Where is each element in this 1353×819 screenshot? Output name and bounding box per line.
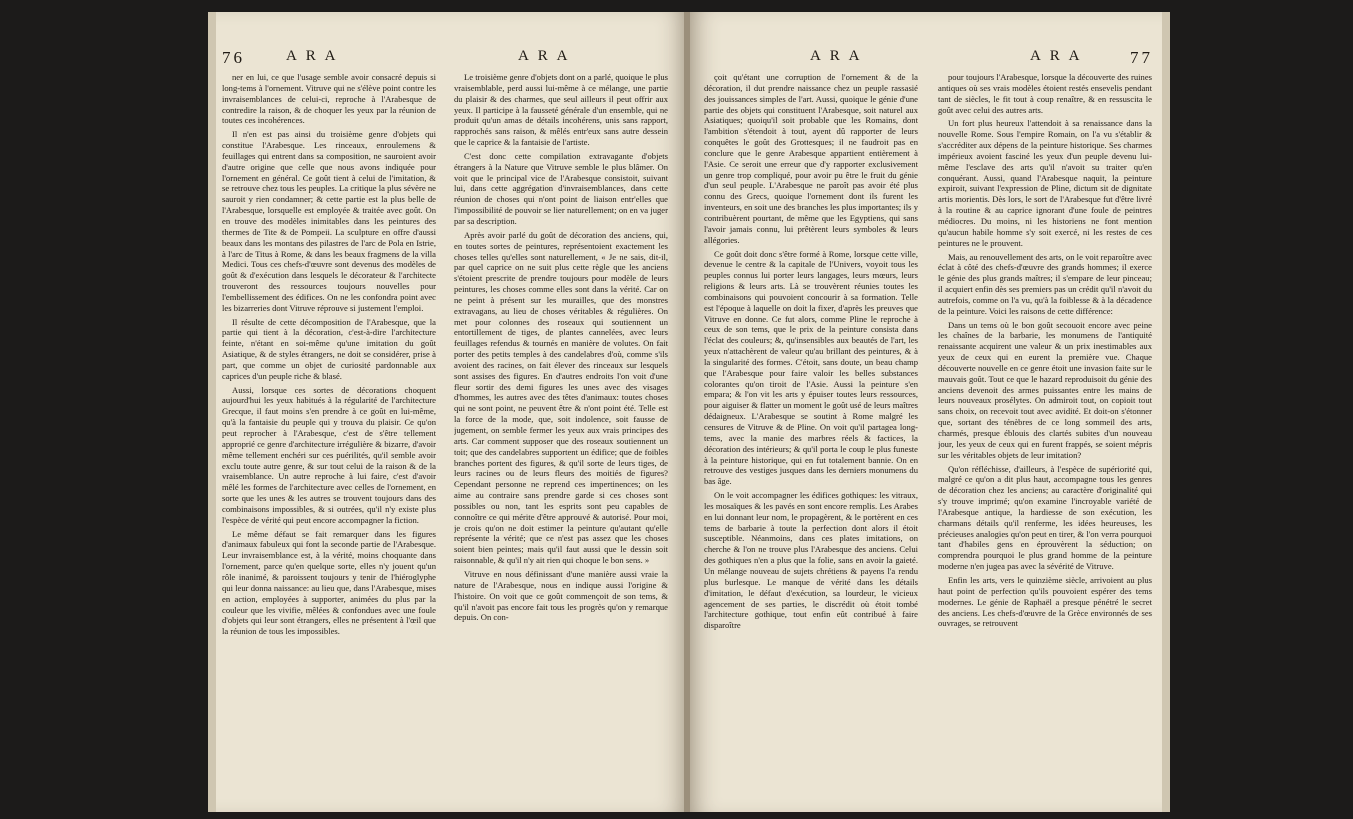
- left-running-head-1: A R A: [286, 48, 339, 64]
- paragraph: ner en lui, ce que l'usage semble avoir consacré depuis si long-tems à l'ornement. Vitruve qui ne s'élève point contre les invraisemblances de celui-ci, reproche à l'Arabesque de contredire la raison, & de choquer les yeux par la réunion de toutes ces incohérences.: [222, 72, 436, 126]
- paragraph: çoit qu'étant une corruption de l'ornement & de la décoration, il dut prendre naissance chez un peuple rassasié des jouissances simples de l'art. Aussi, quoique le génie d'une partie des objets qui constituent l'Arabesque, soit naturel aux Asiatiques; quoiqu'il soit probable que les Romains, dont l'ambition s'étendoit à tout, ayent dû rapporter de leurs conquêtes le goût des Grottesques; il ne faudroit pas en conclure que le genre Arabesque appartient entièrement à l'Asie. Ce seroit une erreur que d'y rapporter exclusivement un genre trop compliqué, pour avoir pu être le fruit du génie d'un seul peuple. L'Arabesque ne paroît pas avoir été plus connu des Grecs, quoique l'ornement dont ils furent les inventeurs, en soit une des branches les plus importantes; ils y contribuèrent pourtant, de même que les Egyptiens, qui sans l'avoir jamais connu, lui prêtèrent leurs symboles & leurs allégories.: [704, 72, 918, 245]
- left-page: [208, 12, 686, 812]
- left-column-2: [454, 72, 668, 802]
- paragraph: pour toujours l'Arabesque, lorsque la découverte des ruines antiques où ses vrais modèles étoient restés ensevelis pendant tant de siècles, le fit tout à coup renaître, & en ressuscita le goût avec celui des autres arts.: [938, 72, 1152, 115]
- paragraph: Un fort plus heureux l'attendoit à sa renaissance dans la nouvelle Rome. Sous l'empire Romain, on l'a vu s'établir & s'accréditer aux dépens de la peinture historique. Ses charmes impérieux avoient fasciné les yeux d'un peuple devenu lui-même l'esclave des arts qu'il n'avoit su traiter qu'en conquérant. Aussi, quand l'Arabesque naquit, la peinture expiroit, suivant l'expression de Pline, dictum sit de dignitate artis morientis. Dès lors, le sort de l'Arabesque fut d'être livré à la routine & au caprice ignorant d'une foule de peintres médiocres. Du moins, ni les historiens ne font mention qu'aucun habile homme s'y soit exercé, ni les restes de ces peintures ne le prouvent.: [938, 118, 1152, 248]
- left-page-number: 76: [222, 48, 245, 67]
- paragraph: Dans un tems où le bon goût secouoit encore avec peine les chaînes de la barbarie, les monumens de l'antiquité renaissante acquirent une valeur & un prix inestimables aux yeux de ceux qui en eurent la première vue. Chaque découverte nouvelle en ce genre étoit une invasion faite sur le mauvais goût. Tout ce que le hazard reproduisoit du génie des anciens devenoit des armes puissantes entre les mains de leurs nouveaux prosélytes. On admiroit tout, on copioit tout sans choix, on recevoit tout avec avidité. Et doit-on s'étonner que, sortant des ténèbres de ce long sommeil des arts, charmés, presque éblouis des clartés subites d'un nouveau jour, les yeux de ceux qui en furent frappés, se soient mépris sur les véritables objets de leur imitation?: [938, 319, 1152, 460]
- right-running-head-1: A R A: [810, 48, 863, 64]
- paragraph: Aussi, lorsque ces sortes de décorations choquent aujourd'hui les yeux habitués à la régularité de l'architecture Grecque, il faut moins s'en prendre à ce goût en lui-même, qu'à la fantaisie du peuple qui y trouva du plaisir. Ce qu'on peut reprocher à l'Arabesque, c'est de s'être tellement approprié ce genre d'architecture irrégulière & bizarre, d'avoir même tellement enchéri sur ces puérilités, qu'il semble avoir exclu toute autre genre, & sur tout celui de la raison & de la vraisemblance. Un autre reproche à lui faire, c'est d'avoir mêlé les formes de l'architecture avec celles de l'ornement, en sorte que les unes & les autres se trouvent toujours dans des combinaisons impossibles, & si outrées, qu'il n'y existe plus l'espèce de vérité qui peut encore accompagner la fiction.: [222, 384, 436, 525]
- paragraph: Il résulte de cette décomposition de l'Arabesque, que la partie qui tient à la décoration, c'est-à-dire l'architecture feinte, n'étant en soi-même qu'une imitation du goût Asiatique, & de styles étrangers, ne doit se considérer, prise à part, que comme un objet de curiosité pardonnable aux caprices d'un peuple riche & blasé.: [222, 316, 436, 381]
- paragraph: Vitruve en nous définissant d'une manière aussi vraie la nature de l'Arabesque, nous en indique aussi l'origine & l'histoire. On voit que ce goût commençoit de son tems, & qu'il n'avoit pas encore fait tous les progrès qu'on y remarque depuis. On con-: [454, 568, 668, 623]
- right-column-1: [704, 72, 918, 802]
- paragraph: Ce goût doit donc s'être formé à Rome, lorsque cette ville, devenue le centre & la capitale de l'Univers, voyoit tous les peuples connus lui porter leurs langages, leurs mœurs, leurs religions & leurs arts. Là se trouvèrent réunies toutes les combinaisons qui pouvoient concourir à sa formation. Telle est l'époque à laquelle on doit la fixer, d'après les preuves que Vitruve en donne. Ce fut alors, comme Pline le reproche à ceux de son tems, que le prix de la peinture consista dans l'éclat des couleurs; &, qu'insensibles aux beautés de l'art, les yeux n'attachèrent de valeur qu'au brillant des peintures, & à la singularité des formes. C'étoit, sans doute, un beau champ que l'Arabesque pour faire valoir les belles substances colorantes qu'on tiroit de l'Asie. Aussi la peinture s'en empara; & l'on vit les arts y épuiser toutes leurs ressources, pour aiguiser & flatter un moment le goût usé de leurs maîtres dédaigneux. L'Arabesque se soutint à Rome malgré les censures de Vitruve & de Pline. On voit qu'il partagea long-tems, avec la manie des marbres réels & factices, la décoration des intérieurs; & qu'il porta le coup le plus funeste à la peinture historique, qui en fut totalement bannie. On en retrouve des vestiges jusques dans les derniers monumens du bas âge.: [704, 248, 918, 487]
- paragraph: Le troisième genre d'objets dont on a parlé, quoique le plus vraisemblable, perd aussi lui-même à ce mélange, une partie du plaisir & des charmes, que seul ailleurs il peut offrir aux yeux. Il participe à la fausseté générale d'un ensemble, qui ne produit qu'un amas de détails incohérens, unis sans rapport, rapprochés sans raison, & mêlés entr'eux sans autre dessein que le caprice & la fantaisie de l'artiste.: [454, 72, 668, 148]
- paragraph: Il n'en est pas ainsi du troisième genre d'objets qui constitue l'Arabesque. Les rinceaux, enroulemens & feuillages qui entrent dans sa composition, ne sauroient avoir d'autre origine que celle que nous avons indiquée pour l'ornement en général. Ce goût tient à celui de l'imitation, & se retrouve chez tous les peuples. La critique la plus sévère ne sauroit y rien condamner; & cette partie est la plus belle de l'Arabesque, lorsquelle est employée & traitée avec goût. On en trouve des modèles inimitables dans les peintures des thermes de Tite & de Pompeii. La sculpture en offre d'aussi beaux dans les montans des pilastres de l'arc de Pola en Istrie, à l'arc de Titus à Rome, & dans les beaux fragmens de la villa Medici. Tous ces chefs-d'œuvre sont devenus des modèles de goût & d'exécution dans lesquels le décorateur & l'architecte trouveront des ressources toujours nouvelles pour l'embellissement des édifices. On ne les confondra point avec les bizarreries dont Vitruve réprouve si justement l'emploi.: [222, 129, 436, 313]
- right-page: [690, 12, 1170, 812]
- left-running-head-2: A R A: [518, 48, 571, 64]
- page-edge-right: [1162, 12, 1170, 812]
- paragraph: Après avoir parlé du goût de décoration des anciens, qui, en toutes sortes de peintures, représentoient exactement les choses telles qu'elles sont naturellement, « Je ne sais, dit-il, par quel caprice on ne suit plus cette règle que les anciens s'étoient prescrite de prendre toujours pour modèle de leurs peintures, les choses comme elles sont dans la vérité. Car on ne peint à présent sur les murailles, que des monstres extravagans, au lieu de choses véritables & régulières. On met pour colonnes des roseaux qui soutiennent un entortillement de tiges, de plantes cannelées, avec leurs feuillages refendus & tournés en manière de volutes. On fait porter des petits temples à des candelabres d'où, comme s'ils avoient des racines, on fait élever des rinceaux sur lesquels sont assises des figures. En d'autres endroits l'on voit d'une fleur sortir des demi figures les unes avec des visages d'hommes, les autres avec des têtes d'animaux: toutes choses qui ne sont point, ne peuvent être & n'ont point été. Telle est la force de la mode, que, soit indolence, soit fausse de jugement, on semble fermer les yeux aux vrais principes des arts. Car comment supposer que des roseaux soutiennent un toit; que des candelabres supportent un édifice; que de foibles branches portent des figures, & qu'il sorte de leurs tiges, de leurs racines ou de leurs fleurs des moitiés de figures? Cependant personne ne reprend ces impertinences; on les aime au contraire sans prendre garde si ces choses sont possibles ou non, tant les esprits sont peu capables de connoître ce qui mérite d'être approuvé & autorisé. Pour moi, je crois qu'on ne doit estimer la peinture qu'autant qu'elle représente la vérité; que ce n'est pas assez que les choses soient bien peintes; mais qu'il faut aussi que le dessin soit raisonnable, & qu'il n'y ait rien qui choque le bon sens. »: [454, 229, 668, 566]
- left-column-1: [222, 72, 436, 802]
- page-edge-left: [208, 12, 216, 812]
- paragraph: Qu'on réfléchisse, d'ailleurs, à l'espèce de supériorité qui, malgré ce qu'on a dit plus haut, accompagne tous les genres de décoration chez les anciens; au caractère d'originalité qui s'y trouve imprimé; qu'on examine l'incroyable variété de l'Arabesque antique, la hardiesse de son exécution, les charmans détails qu'il renferme, les idées heureuses, les précieuses analogies qu'on peut en tirer, & l'on verra pourquoi tant d'habiles gens en éprouvèrent la séduction; on comprendra pourquoi le plus grand homme de la peinture moderne n'en jugea pas avec la sévérité de Vitruve.: [938, 463, 1152, 572]
- right-running-head-2: A R A: [1030, 48, 1083, 64]
- right-page-number: 77: [1130, 48, 1153, 67]
- right-column-2: [938, 72, 1152, 802]
- paragraph: Enfin les arts, vers le quinzième siècle, arrivoient au plus haut point de perfection qu'ils pouvoient espérer des tems modernes. Le génie de Raphaël a presque pénétré le secret des anciens. Les chefs-d'œuvre de la Grèce environnés de ses ouvrages, se retrouvent: [938, 574, 1152, 629]
- paragraph: On le voit accompagner les édifices gothiques: les vitraux, les mosaïques & les pavés en sont encore remplis. Les Arabes en lui donnant leur nom, le propagèrent, & le portèrent en ces tems de barbarie à toute la perfection dont alors il étoit susceptible. Néanmoins, dans ces plates imitations, on cherche & l'on ne trouve plus l'Arabesque des anciens. Celui des gothiques n'en a plus que la folie, sans en avoir la gaieté. Un mélange nouveau de sujets chrétiens & payens l'a rendu plus burlesque. Le manque de vérité dans les détails d'imitation, le défaut d'exécution, sa lourdeur, le vicieux agencement de ses parties, le discrédit où étoit tombé l'architecture gothique, tout enfin eût contribué à faire disparoître: [704, 490, 918, 631]
- paragraph: Mais, au renouvellement des arts, on le voit reparoître avec éclat à côté des chefs-d'œuvre des grands hommes; il exerce le génie des plus grands maîtres; il s'empare de leur pinceau; il acquiert enfin dès ses premiers pas un crédit qu'il n'avoit du autrefois, comme on l'a vu, qu'à la foiblesse & à la décadence de la peinture. Voici les raisons de cette différence:: [938, 251, 1152, 316]
- paragraph: Le même défaut se fait remarquer dans les figures d'animaux fabuleux qui font la seconde partie de l'Arabesque. Leur invraisemblance est, à la vérité, moins choquante dans l'ornement, parce qu'en quelque sorte, elles n'y jouent qu'un rôle inanimé, & paroissent toujours y tenir de l'hiéroglyphe qui leur donna naissance: au lieu que, dans l'Arabesque, mises en action, employées à supporter, animées du plus par la couleur que les vivifie, mêlées & confondues avec une foule d'objets qui leur sont étrangers, elles ne présentent à l'œil que la réunion de tous les impossibles.: [222, 528, 436, 637]
- paragraph: C'est donc cette compilation extravagante d'objets étrangers à la Nature que Vitruve semble le plus blâmer. On voit que le principal vice de l'Arabesque consistoit, suivant lui, dans cette aggrégation d'invraisemblances, dans cette réunion de choses qui n'ont point de liaison entr'elles que l'impossibilité de pouvoir se lier naturellement; on en va juger par sa description.: [454, 150, 668, 226]
